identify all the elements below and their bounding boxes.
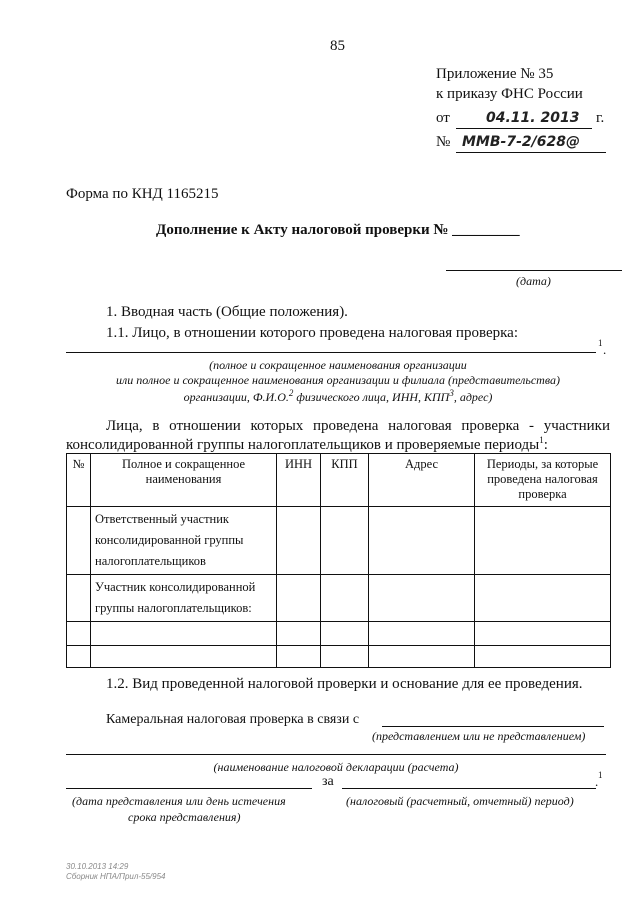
entity-caption-sup3: 3 bbox=[449, 388, 454, 398]
period-footnote-number: 1 bbox=[598, 770, 603, 780]
entity-footnote-number: 1 bbox=[598, 338, 603, 348]
footer-stamp-line2: Сборник НПА/Прил-55/954 bbox=[66, 872, 166, 881]
table-row bbox=[67, 622, 611, 646]
appendix-date-handwritten: 04.11. 2013 bbox=[486, 110, 580, 126]
group-text-line1: Лица, в отношении которых проведена налоговая проверка - участники bbox=[106, 418, 610, 434]
period-footnote-mark bbox=[598, 770, 603, 780]
date-caption: (дата) bbox=[516, 274, 551, 288]
header-periods: Периоды, за которые проведена налоговая проверка bbox=[475, 454, 611, 507]
submission-caption: (представлением или не представлением) bbox=[372, 729, 586, 743]
submission-line bbox=[382, 726, 604, 727]
group-text-sup: 1 bbox=[539, 435, 544, 445]
cell-address bbox=[369, 622, 475, 646]
header-number: № bbox=[67, 454, 91, 507]
submission-date-line bbox=[66, 788, 312, 789]
cell-inn bbox=[277, 575, 321, 622]
za-label: за bbox=[322, 774, 334, 789]
cell-number bbox=[67, 622, 91, 646]
appendix-number-line bbox=[456, 152, 606, 153]
cell-kpp bbox=[321, 575, 369, 622]
entity-caption-line3-c: , адрес) bbox=[453, 390, 493, 404]
period-line bbox=[342, 788, 596, 789]
period-line-dot: . bbox=[595, 774, 599, 789]
cell-kpp bbox=[321, 646, 369, 668]
cell-name bbox=[91, 622, 277, 646]
cell-inn bbox=[277, 646, 321, 668]
document-title: Дополнение к Акту налоговой проверки № _________ bbox=[156, 222, 520, 238]
entity-caption-line3-b: физического лица, ИНН, КПП bbox=[293, 390, 450, 404]
form-code: Форма по КНД 1165215 bbox=[66, 186, 219, 202]
cell-periods bbox=[475, 646, 611, 668]
date-field-line bbox=[446, 270, 622, 271]
section12-heading: 1.2. Вид проведенной налоговой проверки и основание для ее проведения. bbox=[106, 676, 583, 692]
cell-name bbox=[91, 646, 277, 668]
appendix-date-prefix: от bbox=[436, 110, 450, 126]
appendix-title: Приложение № 35 bbox=[436, 66, 554, 82]
appendix-number-handwritten: ММВ-7-2/628@ bbox=[462, 134, 580, 150]
declaration-caption: (наименование налоговой декларации (расчета) bbox=[213, 760, 459, 774]
header-kpp: КПП bbox=[321, 454, 369, 507]
section11-heading: 1.1. Лицо, в отношении которого проведена налоговая проверка: bbox=[106, 325, 518, 341]
cell-inn bbox=[277, 622, 321, 646]
cell-number bbox=[67, 575, 91, 622]
table-row bbox=[67, 646, 611, 668]
footer-stamp-line1: 30.10.2013 14:29 bbox=[66, 862, 129, 871]
table-header-row bbox=[67, 454, 611, 507]
entity-caption-line1: (полное и сокращенное наименования организации bbox=[209, 358, 467, 372]
cell-responsible-participant: Ответственный участник консолидированной группы налогоплательщиков bbox=[91, 507, 277, 575]
cell-kpp bbox=[321, 622, 369, 646]
entity-footnote-mark bbox=[598, 338, 603, 348]
cell-inn bbox=[277, 507, 321, 575]
desk-audit-label: Камеральная налоговая проверка в связи с bbox=[106, 712, 360, 727]
cell-participant: Участник консолидированной группы налогоплательщиков: bbox=[91, 575, 277, 622]
declaration-line bbox=[66, 754, 606, 755]
group-text-line2 bbox=[66, 435, 548, 454]
submission-date-caption-line2: срока представления) bbox=[128, 810, 241, 824]
cell-periods bbox=[475, 507, 611, 575]
appendix-date-suffix: г. bbox=[596, 110, 605, 126]
cell-periods bbox=[475, 575, 611, 622]
submission-date-caption-line1: (дата представления или день истечения bbox=[72, 794, 286, 808]
table-row bbox=[67, 575, 611, 622]
kgn-participants-table bbox=[66, 453, 611, 668]
group-text-line2-text: консолидированной группы налогоплательщиков и проверяемые периоды bbox=[66, 437, 540, 453]
cell-number bbox=[67, 507, 91, 575]
cell-address bbox=[369, 575, 475, 622]
cell-address bbox=[369, 646, 475, 668]
entity-caption-line3 bbox=[66, 388, 610, 405]
header-address: Адрес bbox=[369, 454, 475, 507]
cell-number bbox=[67, 646, 91, 668]
appendix-order: к приказу ФНС России bbox=[436, 86, 583, 102]
entity-caption-line2: или полное и сокращенное наименования организации и филиала (представительства) bbox=[116, 373, 560, 387]
cell-kpp bbox=[321, 507, 369, 575]
appendix-number-prefix: № bbox=[436, 134, 451, 150]
header-inn: ИНН bbox=[277, 454, 321, 507]
entity-line-dot: . bbox=[603, 342, 607, 357]
entity-name-line bbox=[66, 352, 596, 353]
group-text-colon: : bbox=[543, 437, 548, 453]
entity-caption-sup2: 2 bbox=[288, 388, 294, 398]
section1-heading: 1. Вводная часть (Общие положения). bbox=[106, 304, 348, 320]
cell-address bbox=[369, 507, 475, 575]
cell-periods bbox=[475, 622, 611, 646]
page-number: 85 bbox=[330, 38, 345, 54]
appendix-date-line bbox=[456, 128, 592, 129]
header-name: Полное и сокращенное наименования bbox=[91, 454, 277, 507]
entity-caption-line3-a: организации, Ф.И.О. bbox=[183, 390, 289, 404]
table-row bbox=[67, 507, 611, 575]
period-caption: (налоговый (расчетный, отчетный) период) bbox=[346, 794, 574, 808]
